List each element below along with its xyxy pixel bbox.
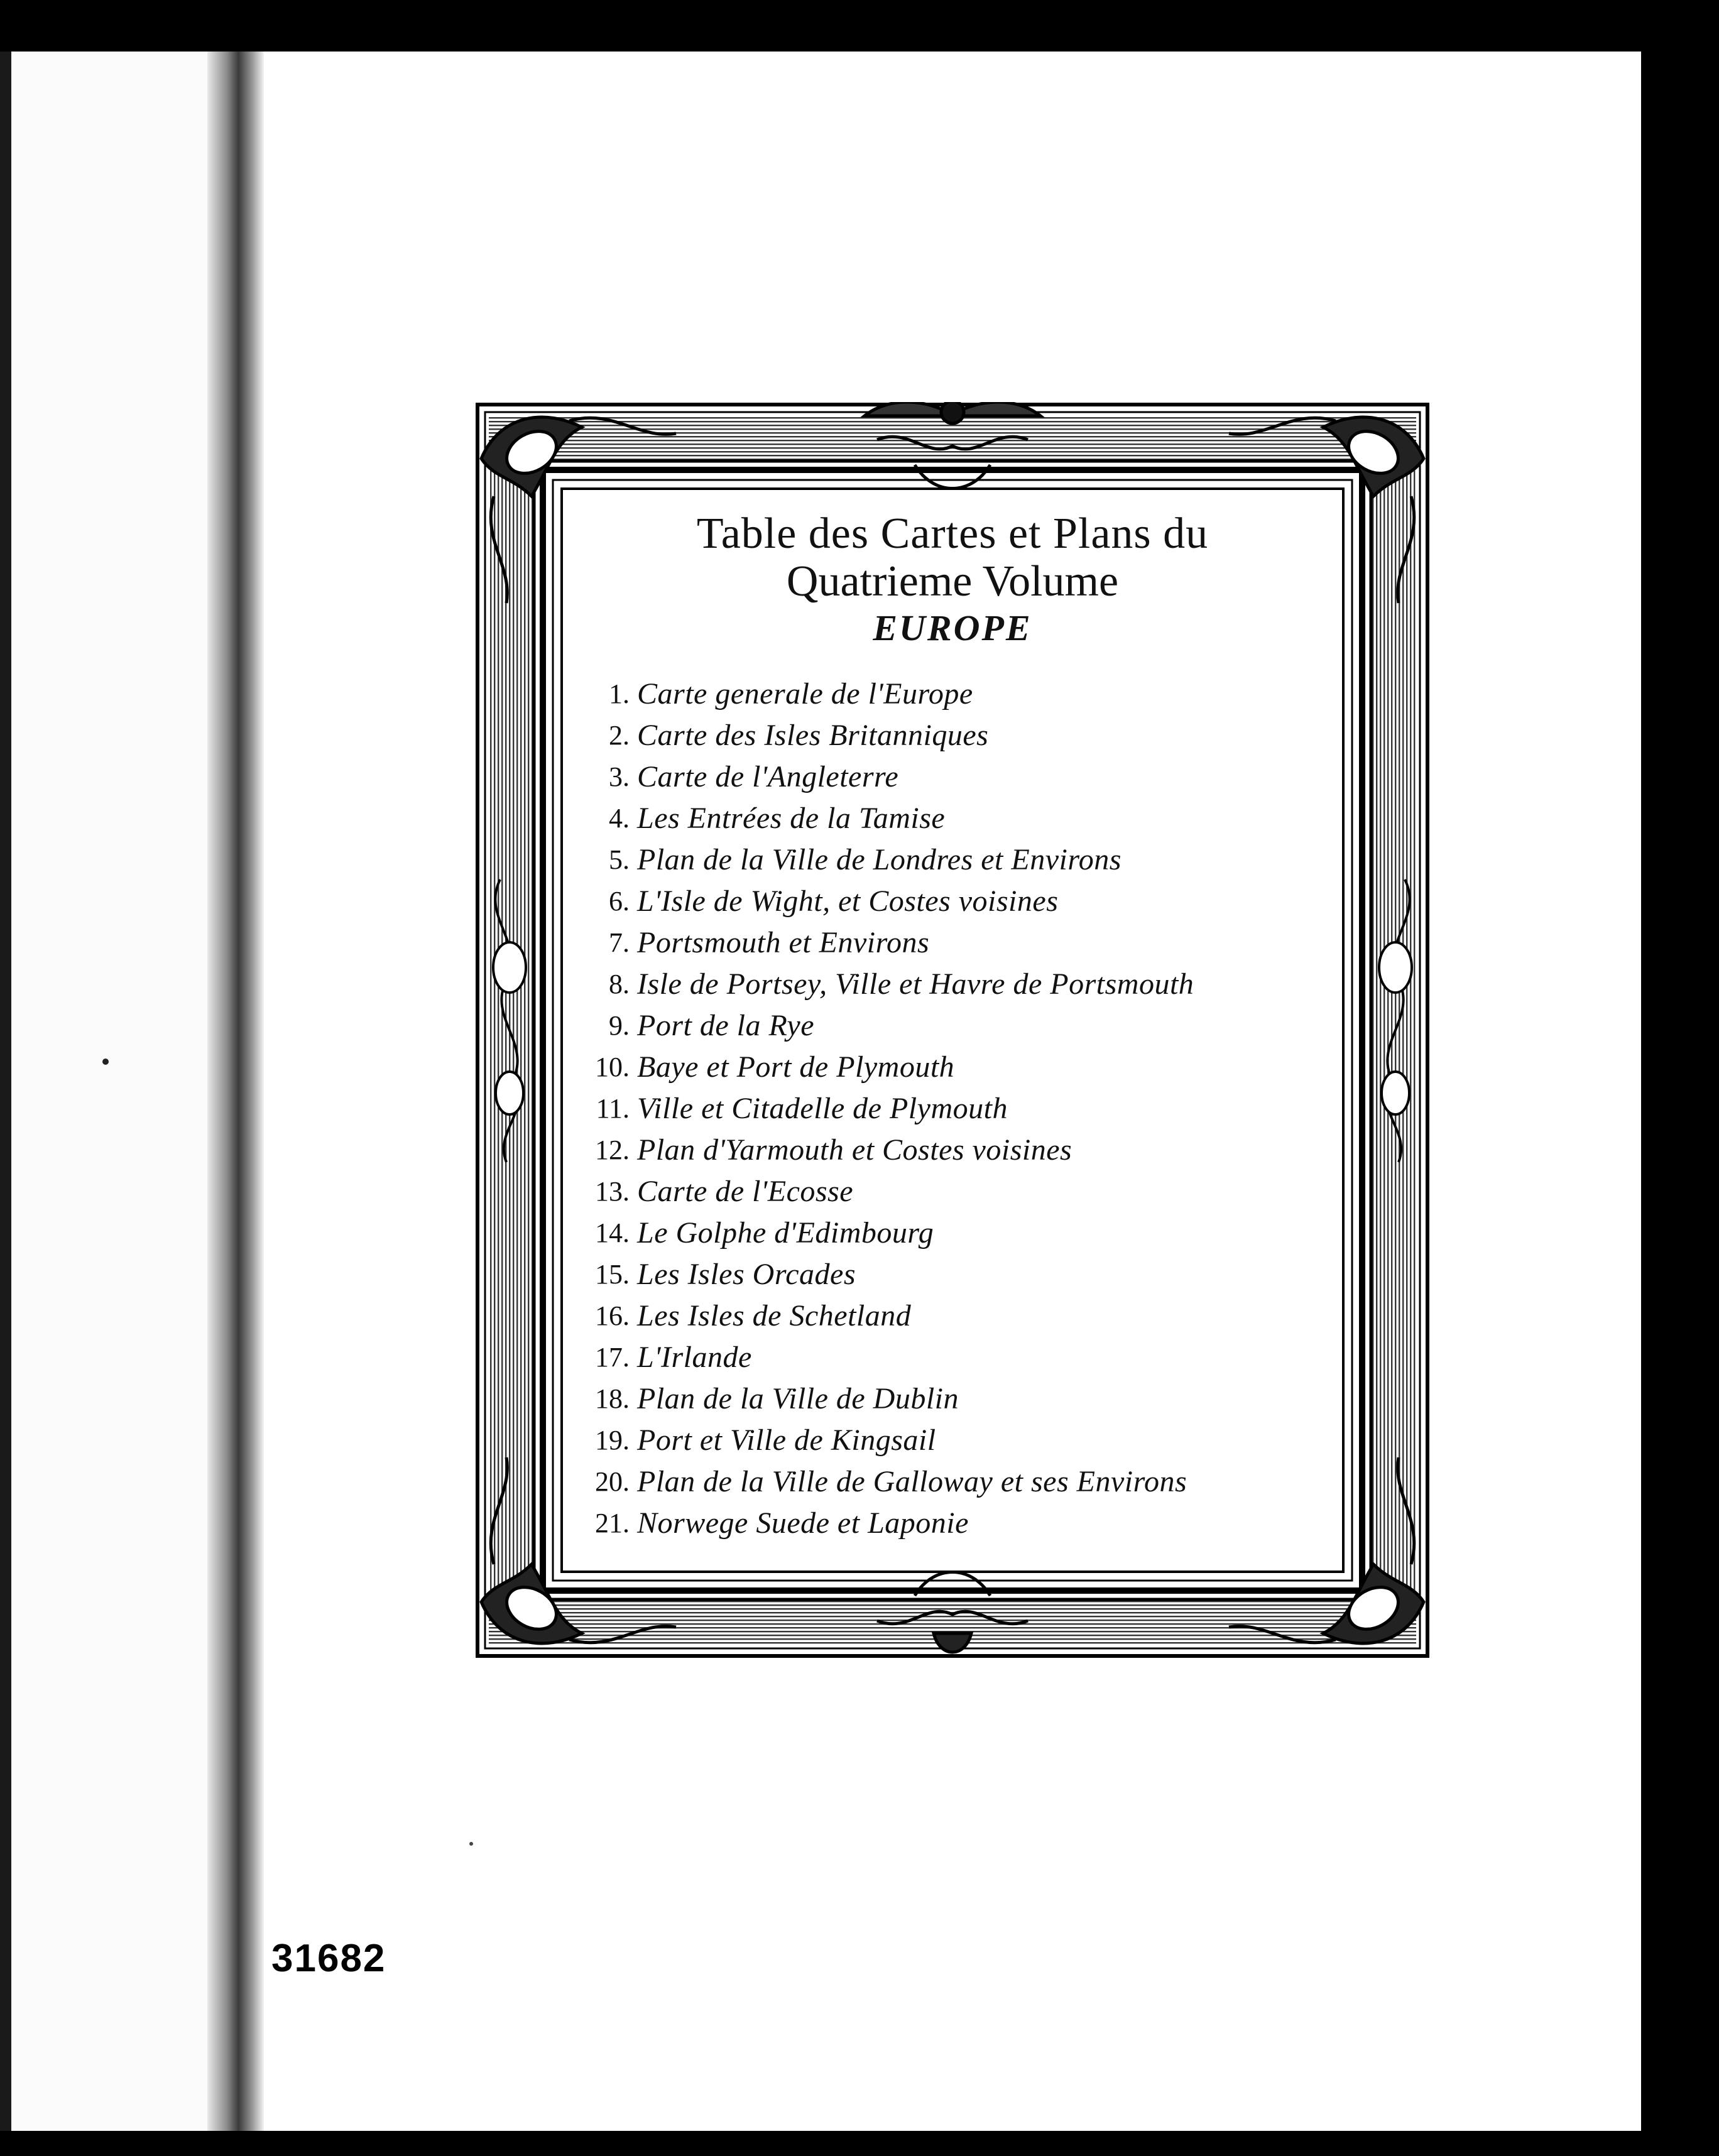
list-item [583, 1130, 1331, 1171]
entry-number: 3. [609, 761, 630, 792]
entry-number: 4. [609, 803, 630, 834]
list-item [583, 1005, 1331, 1047]
entry-number: 15. [595, 1259, 630, 1290]
entry-title: Carte de l'Ecosse [637, 1175, 854, 1208]
list-item [583, 1171, 1331, 1212]
list-item [583, 1088, 1331, 1130]
entry-number: 2. [609, 720, 630, 751]
entry-title: Plan de la Ville de Londres et Environs [637, 843, 1121, 876]
map-list [583, 673, 1331, 1544]
list-item [583, 1254, 1331, 1295]
list-item [583, 1212, 1331, 1254]
scan-edge-right [1641, 0, 1719, 2156]
catalog-number-stamp: 31682 [271, 1937, 386, 1980]
entry-number: 8. [609, 969, 630, 999]
entry-title: Isle de Portsey, Ville et Havre de Portsmouth [637, 967, 1194, 1001]
list-item [583, 1461, 1331, 1503]
list-item [583, 881, 1331, 922]
entry-title: Les Isles de Schetland [637, 1299, 912, 1332]
entry-title: L'Irlande [637, 1341, 752, 1374]
entry-number: 16. [595, 1300, 630, 1331]
left-page [11, 52, 209, 2131]
entry-title: Port de la Rye [637, 1009, 815, 1042]
entry-title: Portsmouth et Environs [637, 926, 930, 959]
entry-title: Ville et Citadelle de Plymouth [637, 1092, 1008, 1125]
entry-title: Baye et Port de Plymouth [637, 1050, 955, 1084]
entry-title: Carte generale de l'Europe [637, 677, 973, 710]
list-item [583, 1047, 1331, 1088]
list-item [583, 1420, 1331, 1461]
entry-number: 13. [595, 1176, 630, 1207]
entry-title: Plan de la Ville de Dublin [637, 1382, 959, 1415]
entry-title: Port et Ville de Kingsail [637, 1424, 936, 1457]
page-title: Table des Cartes et Plans du [696, 509, 1209, 558]
list-item [583, 1503, 1331, 1544]
list-item [583, 1295, 1331, 1337]
list-item [583, 798, 1331, 839]
entry-number: 14. [595, 1217, 630, 1248]
entry-number: 9. [609, 1010, 630, 1041]
entry-number: 1. [609, 678, 630, 709]
scan-edge-bottom [0, 2131, 1719, 2156]
section-heading: EUROPE [873, 607, 1032, 648]
entry-title: Carte des Isles Britanniques [637, 719, 989, 752]
entry-number: 19. [595, 1425, 630, 1456]
entry-number: 21. [595, 1508, 630, 1538]
entry-number: 6. [609, 886, 630, 917]
entry-number: 12. [595, 1135, 630, 1165]
list-item [583, 715, 1331, 756]
entry-title: Les Isles Orcades [637, 1258, 856, 1291]
entry-number: 5. [609, 844, 630, 875]
entry-title: L'Isle de Wight, et Costes voisines [637, 885, 1059, 918]
list-item [583, 756, 1331, 798]
list-item [583, 1378, 1331, 1420]
list-item [583, 922, 1331, 964]
entry-title: Plan de la Ville de Galloway et ses Environs [637, 1465, 1187, 1498]
entry-number: 7. [609, 927, 630, 958]
entry-number: 20. [595, 1466, 630, 1497]
list-item [583, 964, 1331, 1005]
entry-number: 10. [595, 1052, 630, 1082]
entry-title: Plan d'Yarmouth et Costes voisines [637, 1133, 1072, 1167]
book-gutter [207, 52, 264, 2131]
list-item [583, 673, 1331, 715]
list-item [583, 1337, 1331, 1378]
entry-number: 17. [595, 1342, 630, 1373]
table-of-maps [570, 509, 1334, 1562]
list-item [583, 839, 1331, 881]
entry-number: 11. [596, 1093, 630, 1124]
entry-title: Carte de l'Angleterre [637, 760, 899, 793]
entry-title: Les Entrées de la Tamise [637, 802, 946, 835]
entry-title: Norwege Suede et Laponie [637, 1506, 969, 1540]
entry-number: 18. [595, 1383, 630, 1414]
page-title-volume: Quatrieme Volume [786, 557, 1119, 606]
scan-edge-top [0, 0, 1719, 52]
entry-title: Le Golphe d'Edimbourg [637, 1216, 934, 1250]
scan-edge-left [0, 0, 11, 2156]
